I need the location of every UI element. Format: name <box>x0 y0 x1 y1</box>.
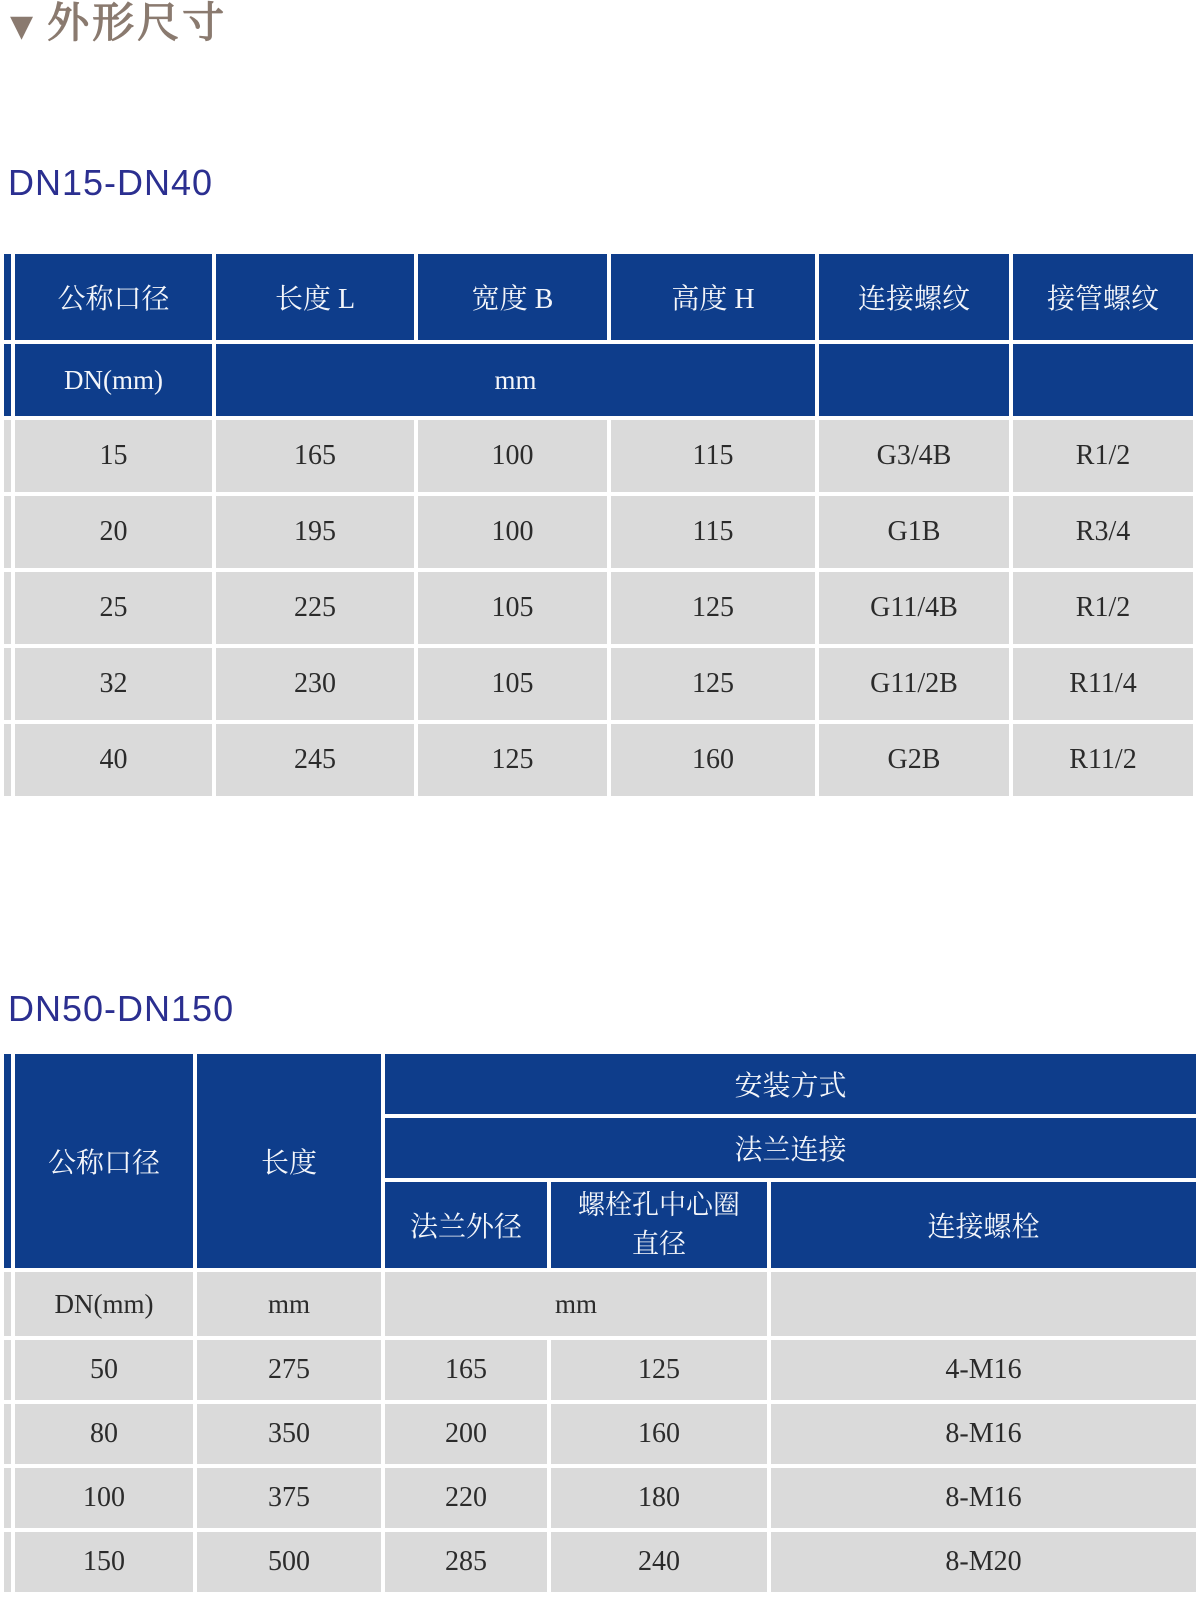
table-cell: 25 <box>15 572 212 644</box>
table-left-accent <box>4 254 11 340</box>
table-cell: 100 <box>418 496 607 568</box>
table-cell: R3/4 <box>1013 496 1193 568</box>
unit-cell-mm: mm <box>385 1272 767 1336</box>
table-cell: 125 <box>611 648 815 720</box>
table-cell: 50 <box>15 1340 193 1400</box>
page-title <box>10 0 227 48</box>
table-cell: 105 <box>418 572 607 644</box>
heading-dn15-dn40: DN15-DN40 <box>8 162 214 203</box>
table-left-accent <box>4 1404 11 1464</box>
table-left-accent <box>4 648 11 720</box>
table-cell: 100 <box>418 420 607 492</box>
table-left-accent <box>4 1340 11 1400</box>
table-cell: 230 <box>216 648 414 720</box>
table-left-accent <box>4 496 11 568</box>
column-header-flange-od: 法兰外径 <box>385 1182 547 1268</box>
table-cell: 15 <box>15 420 212 492</box>
table-row <box>4 420 1193 492</box>
table-cell: 32 <box>15 648 212 720</box>
group-header-install: 安装方式 <box>385 1054 1196 1114</box>
table-cell: 165 <box>385 1340 547 1400</box>
table-left-accent <box>4 724 11 796</box>
dimension-table-dn15-dn40 <box>0 250 1197 800</box>
table-cell: R1/2 <box>1013 420 1193 492</box>
column-header-bolts: 连接螺栓 <box>771 1182 1196 1268</box>
table-left-accent <box>4 1532 11 1592</box>
unit-cell-dn: DN(mm) <box>15 1272 193 1336</box>
table-row <box>4 572 1193 644</box>
table-header-row <box>4 254 1193 340</box>
table-cell: G11/4B <box>819 572 1009 644</box>
unit-cell-mm: mm <box>216 344 815 416</box>
table-row <box>4 1468 1196 1528</box>
table-cell: 4-M16 <box>771 1340 1196 1400</box>
table-cell: R11/4 <box>1013 648 1193 720</box>
table-cell: 200 <box>385 1404 547 1464</box>
table-cell: 100 <box>15 1468 193 1528</box>
column-header-length: 长度 <box>197 1054 381 1268</box>
table-cell: 160 <box>551 1404 767 1464</box>
table-left-accent <box>4 1054 11 1268</box>
page-title-text: 外形尺寸 <box>47 1 228 47</box>
table-cell: G1B <box>819 496 1009 568</box>
table-cell: 8-M20 <box>771 1532 1196 1592</box>
table-cell: 125 <box>418 724 607 796</box>
unit-cell-empty <box>819 344 1009 416</box>
column-header: 长度 L <box>216 254 414 340</box>
table-left-accent <box>4 344 11 416</box>
table-cell: 80 <box>15 1404 193 1464</box>
table-cell: 220 <box>385 1468 547 1528</box>
table-cell: G2B <box>819 724 1009 796</box>
table-left-accent <box>4 1272 11 1336</box>
table-row <box>4 1532 1196 1592</box>
table-cell: R11/2 <box>1013 724 1193 796</box>
table-header-row <box>4 1054 1196 1114</box>
table-cell: R1/2 <box>1013 572 1193 644</box>
table-cell: 105 <box>418 648 607 720</box>
heading-dn50-dn150: DN50-DN150 <box>8 988 235 1029</box>
column-header: 宽度 B <box>418 254 607 340</box>
table-row <box>4 496 1193 568</box>
table-cell: 160 <box>611 724 815 796</box>
table-row <box>4 1404 1196 1464</box>
column-header: 连接螺纹 <box>819 254 1009 340</box>
table-cell: 20 <box>15 496 212 568</box>
group-header-flange: 法兰连接 <box>385 1118 1196 1178</box>
table-cell: 195 <box>216 496 414 568</box>
table-cell: G3/4B <box>819 420 1009 492</box>
table-row <box>4 1340 1196 1400</box>
table-cell: 285 <box>385 1532 547 1592</box>
column-header: 高度 H <box>611 254 815 340</box>
column-header-bolt-circle <box>551 1182 767 1268</box>
table-left-accent <box>4 572 11 644</box>
table-cell: 8-M16 <box>771 1468 1196 1528</box>
table-unit-row <box>4 1272 1196 1336</box>
table-cell: 500 <box>197 1532 381 1592</box>
table-cell: 125 <box>611 572 815 644</box>
table-left-accent <box>4 420 11 492</box>
table-cell: G11/2B <box>819 648 1009 720</box>
column-header-nominal: 公称口径 <box>15 1054 193 1268</box>
table-unit-row <box>4 344 1193 416</box>
table-row <box>4 648 1193 720</box>
table-cell: 150 <box>15 1532 193 1592</box>
table-cell: 240 <box>551 1532 767 1592</box>
unit-cell-empty <box>771 1272 1196 1336</box>
table-cell: 125 <box>551 1340 767 1400</box>
dimension-table-dn50-dn150 <box>0 1050 1200 1596</box>
table-cell: 40 <box>15 724 212 796</box>
table-cell: 275 <box>197 1340 381 1400</box>
unit-cell-empty <box>1013 344 1193 416</box>
table-cell: 8-M16 <box>771 1404 1196 1464</box>
triangle-marker-icon: ▼ <box>10 9 34 45</box>
table-cell: 375 <box>197 1468 381 1528</box>
table-cell: 225 <box>216 572 414 644</box>
unit-cell-dn: DN(mm) <box>15 344 212 416</box>
table-cell: 180 <box>551 1468 767 1528</box>
table-cell: 165 <box>216 420 414 492</box>
column-header-bolt-circle-text: 螺栓孔中心圈直径 <box>578 1189 740 1259</box>
table-cell: 245 <box>216 724 414 796</box>
table-row <box>4 724 1193 796</box>
column-header: 公称口径 <box>15 254 212 340</box>
table-cell: 115 <box>611 496 815 568</box>
table-left-accent <box>4 1468 11 1528</box>
column-header: 接管螺纹 <box>1013 254 1193 340</box>
table-cell: 350 <box>197 1404 381 1464</box>
table-cell: 115 <box>611 420 815 492</box>
unit-cell-mm: mm <box>197 1272 381 1336</box>
